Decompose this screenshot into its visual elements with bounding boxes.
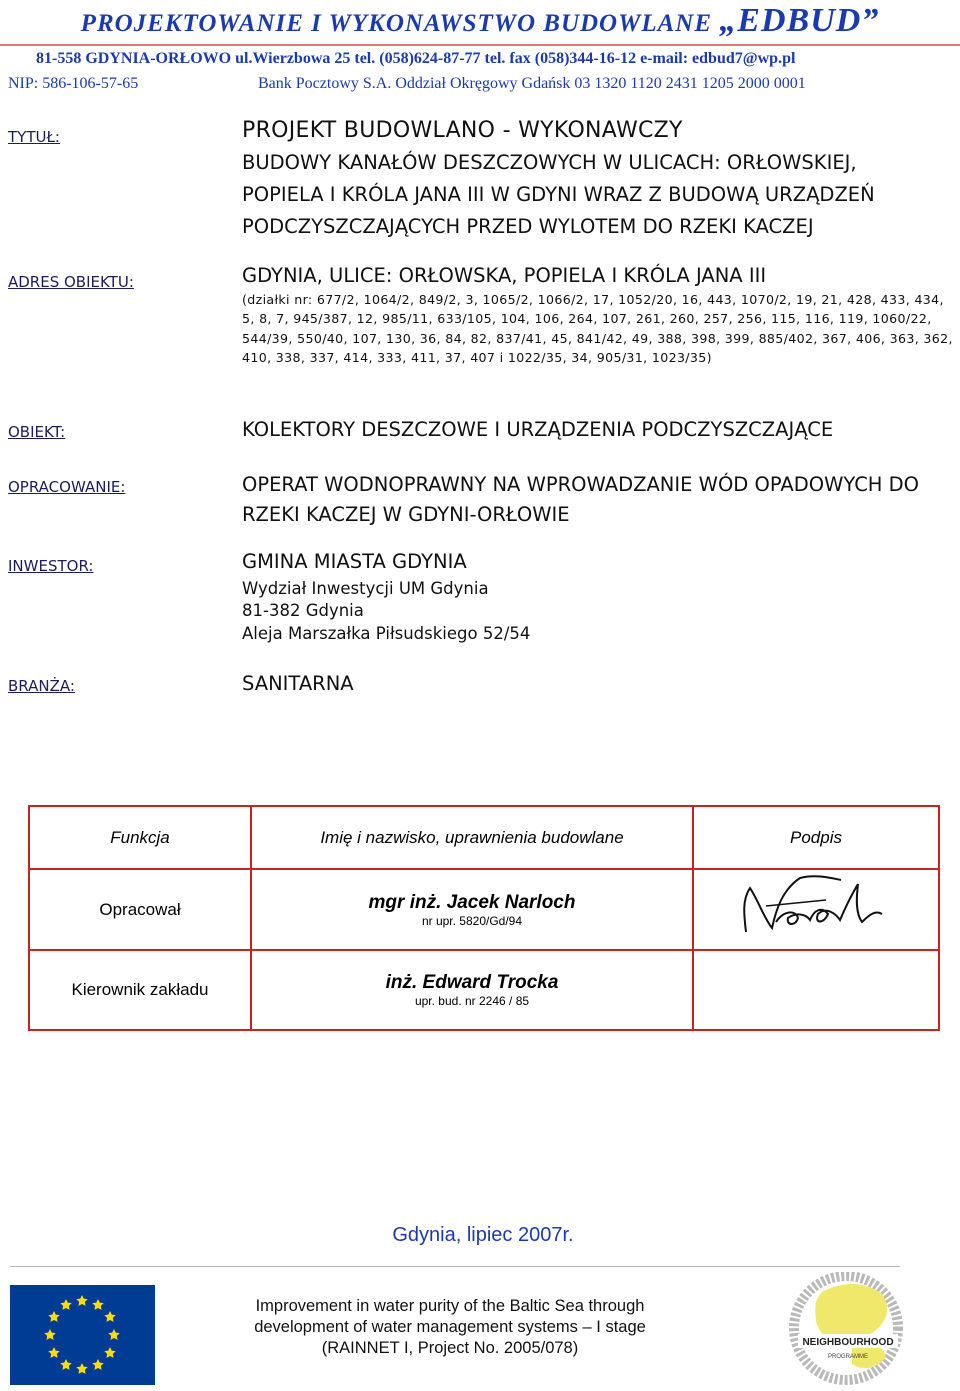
label-adres: ADRES OBIEKTU: <box>8 273 134 291</box>
address-main: GDYNIA, ULICE: ORŁOWSKA, POPIELA I KRÓLA JANA III <box>242 264 767 287</box>
title-line-3: POPIELA I KRÓLA JANA III W GDYNI WRAZ Z BUDOWĄ URZĄDZEŃ <box>242 183 875 206</box>
company-brand: „EDBUD” <box>719 2 880 39</box>
table-row <box>29 869 939 950</box>
header-funkcja: Funkcja <box>29 806 251 869</box>
label-inwestor: INWESTOR: <box>8 557 94 575</box>
table-row <box>29 950 939 1030</box>
company-address: 81-558 GDYNIA-ORŁOWO ul.Wierzbowa 25 tel. (058)624-87-77 tel. fax (058)344-16-12 e-mail: edbud7@wp.pl <box>36 50 796 67</box>
eu-flag-icon <box>10 1285 155 1385</box>
handwritten-signature-icon <box>706 870 926 944</box>
footer-divider <box>10 1266 900 1267</box>
company-header-prefix: PROJEKTOWANIE I WYKONAWSTWO BUDOWLANE <box>80 10 713 37</box>
address-parcels: (działki nr: 677/2, 1064/2, 849/2, 3, 1065/2, 1066/2, 17, 1052/20, 16, 443, 1070/2, 19, 21, 428, 433, 434, 5, 8, 7, 945/387, 12, 985/11, 633/105, 104, 106, 264, 107, 261, 260, 257, 256, 115, 116, 119, 1060/22, 544/39, 550/40, 107, 130, 36, 84, 82, 837/41, 45, 841/42, 49, 388, 398, 399, 885/402, 367, 406, 363, 362, 410, 338, 337, 414, 333, 411, 37, 407 i 1022/35, 34, 905/31, 1023/35) <box>242 292 953 365</box>
company-header <box>0 2 960 40</box>
person-name: mgr inż. Jacek Narloch <box>368 891 576 913</box>
inwestor-postal: 81-382 Gdynia <box>242 601 364 620</box>
row-funkcja: Opracował <box>29 869 251 950</box>
person-license: nr upr. 5820/Gd/94 <box>421 913 523 928</box>
project-line-3: (RAINNET I, Project No. 2005/078) <box>321 1339 579 1357</box>
title-line-1: PROJEKT BUDOWLANO - WYKONAWCZY <box>242 118 683 143</box>
company-nip: NIP: 586-106-57-65 <box>8 75 139 92</box>
opracowanie-line-1: OPERAT WODNOPRAWNY NA WPROWADZANIE WÓD OPADOWYCH DO <box>242 473 920 496</box>
neighbourhood-logo-icon <box>782 1272 917 1387</box>
title-line-4: PODCZYSZCZAJĄCYCH PRZED WYLOTEM DO RZEKI KACZEJ <box>242 215 814 238</box>
branza-value: SANITARNA <box>242 672 354 695</box>
label-branza: BRANŻA: <box>8 677 75 695</box>
row-funkcja: Kierownik zakładu <box>29 950 251 1030</box>
label-obiekt: OBIEKT: <box>8 423 66 441</box>
header-divider <box>0 44 960 46</box>
logo-subtext: PROGRAMME <box>827 1354 869 1360</box>
label-opracowanie: OPRACOWANIE: <box>8 478 126 496</box>
table-header-row <box>29 806 939 869</box>
person-license: upr. bud. nr 2246 / 85 <box>414 994 530 1008</box>
header-podpis: Podpis <box>693 806 939 869</box>
inwestor-dept: Wydział Inwestycji UM Gdynia <box>242 579 489 598</box>
signature-table <box>28 805 940 1031</box>
project-line-2: development of water management systems – I stage <box>254 1318 646 1336</box>
signature-cell <box>693 869 939 950</box>
logo-text: NEIGHBOURHOOD <box>802 1337 894 1348</box>
project-line-1: Improvement in water purity of the Baltic Sea through <box>255 1297 645 1315</box>
person-name: inż. Edward Trocka <box>385 972 559 993</box>
inwestor-street: Aleja Marszałka Piłsudskiego 52/54 <box>242 624 531 643</box>
title-line-2: BUDOWY KANAŁÓW DESZCZOWYCH W ULICACH: ORŁOWSKIEJ, <box>242 151 857 174</box>
row-person <box>251 869 693 950</box>
neighbourhood-programme-logo <box>782 1272 917 1387</box>
project-description <box>200 1296 700 1359</box>
signature-cell-empty <box>693 950 939 1030</box>
row-person <box>251 950 693 1030</box>
header-imie: Imię i nazwisko, uprawnienia budowlane <box>251 806 693 869</box>
footer-date: Gdynia, lipiec 2007r. <box>392 1224 574 1246</box>
opracowanie-line-2: RZEKI KACZEJ W GDYNI-ORŁOWIE <box>242 503 570 526</box>
inwestor-name: GMINA MIASTA GDYNIA <box>242 550 467 573</box>
obiekt-value: KOLEKTORY DESZCZOWE I URZĄDZENIA PODCZYSZCZAJĄCE <box>242 418 834 441</box>
company-bank: Bank Pocztowy S.A. Oddział Okręgowy Gdańsk 03 1320 1120 2431 1205 2000 0001 <box>258 75 806 92</box>
label-tytul: TYTUŁ: <box>8 128 60 146</box>
